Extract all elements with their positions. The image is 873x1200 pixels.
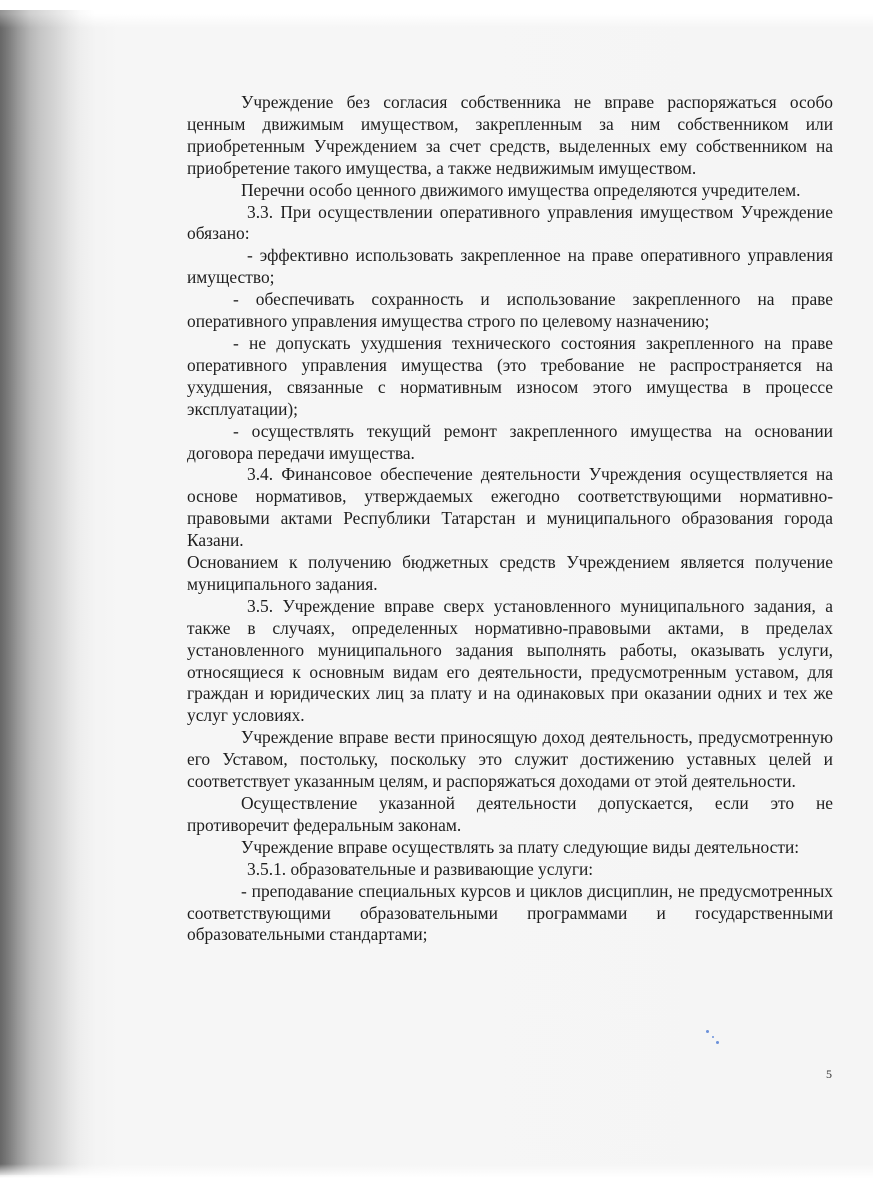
paragraph: Учреждение вправе осуществлять за плату следующие виды деятельности: [241,836,800,857]
paragraph: Учреждение вправе вести приносящую доход деятельность, предусмотренную его Уставом, постольку, поскольку это служит достижению уставных целей и соответствует указанным целям, и распоряжаться доходами от этой деятельности. [187,727,833,792]
ink-speck [712,1036,714,1038]
list-item: - осуществлять текущий ремонт закрепленного имущества на основании договора передачи имущества. [187,420,833,463]
ink-speck [716,1041,719,1044]
paragraph: Перечни особо ценного движимого имущества определяются учредителем. [241,179,801,200]
page-number: 5 [826,1067,832,1081]
paragraph: Осуществление указанной деятельности допускается, если это не противоречит федеральным законам. [187,793,833,835]
list-item: - не допускать ухудшения технического состояния закрепленного на праве оперативного управления имущества (это требование не распространяется на ухудшения, связанные с нормативным износом этого имущества в процессе эксплуатации); [187,332,833,419]
section-3-3: 3.3. При осуществлении оперативного управления имуществом Учреждение обязано: [187,201,833,244]
paragraph: Основанием к получению бюджетных средств Учреждением является получение муниципального задания. [187,552,833,594]
scan-shadow [0,10,95,1175]
section-3-5: 3.5. Учреждение вправе сверх установленного муниципального задания, а также в случаях, определенных нормативно-правовыми актами, в пределах установленного муниципального задания выполнять работы, оказывать услуги, относящиеся к основным видам его деятельности, предусмотренным уставом, для граждан и юридических лиц за плату и на одинаковых при оказании одних и тех же услуг условиях. [187,595,833,726]
list-item: - эффективно использовать закрепленное на праве оперативного управления имущество; [187,245,833,288]
document-body [187,92,833,946]
paragraph: Учреждение без согласия собственника не вправе распоряжаться особо ценным движимым имуществом, закрепленным за ним собственником или приобретенным Учреждением за счет средств, выделенных ему собственником на приобретение такого имущества, а также недвижимым имуществом. [187,92,833,178]
section-3-4: 3.4. Финансовое обеспечение деятельности Учреждения осуществляется на основе нормативов, утверждаемых ежегодно соответствующими нормативно-правовыми актами Республики Татарстан и муниципального образования города Казани. [187,464,833,551]
list-item: - преподавание специальных курсов и циклов дисциплин, не предусмотренных соответствующими образовательными программами и государственными образовательными стандартами; [187,880,833,945]
section-3-5-1: 3.5.1. образовательные и развивающие услуги: [247,858,594,879]
ink-speck [706,1030,709,1033]
list-item: - обеспечивать сохранность и использование закрепленного на праве оперативного управления имущества строго по целевому назначению; [187,289,833,332]
